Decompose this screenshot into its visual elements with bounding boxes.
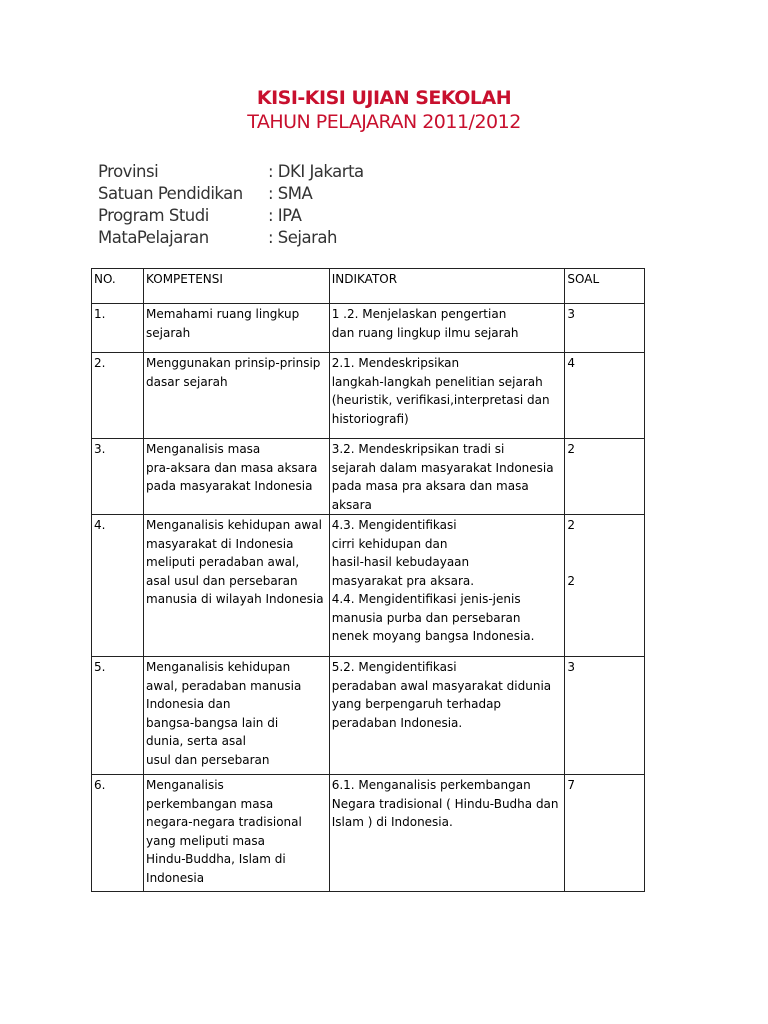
- document-subtitle: TAHUN PELAJARAN 2011/2012: [247, 111, 521, 133]
- info-value: : SMA: [268, 184, 313, 203]
- table-header-row: [92, 269, 645, 304]
- info-value: : DKI Jakarta: [268, 162, 364, 181]
- cell-no: 3.: [92, 439, 144, 515]
- header-no: NO.: [92, 269, 144, 304]
- cell-kompetensi: Menggunakan prinsip-prinsip dasar sejarah: [144, 353, 330, 439]
- table-row: [92, 439, 645, 515]
- cell-no: 4.: [92, 515, 144, 657]
- cell-no: 1.: [92, 304, 144, 353]
- info-block: [98, 161, 364, 249]
- cell-soal: 2 2: [565, 515, 645, 657]
- cell-indikator: 1 .2. Menjelaskan pengertian dan ruang lingkup ilmu sejarah: [329, 304, 565, 353]
- cell-kompetensi: Menganalisis perkembangan masa negara-negara tradisional yang meliputi masa Hindu-Buddha, Islam di Indonesia: [144, 775, 330, 892]
- info-label: MataPelajaran: [98, 228, 209, 247]
- cell-soal: 3: [565, 304, 645, 353]
- table-row: [92, 657, 645, 775]
- header-indikator: INDIKATOR: [329, 269, 565, 304]
- table-row: [92, 353, 645, 439]
- info-row-mata-pelajaran: [98, 227, 364, 249]
- info-label: Provinsi: [98, 162, 159, 181]
- header-soal: SOAL: [565, 269, 645, 304]
- table-row: [92, 515, 645, 657]
- cell-kompetensi: Menganalisis masa pra-aksara dan masa aksara pada masyarakat Indonesia: [144, 439, 330, 515]
- info-row-provinsi: [98, 161, 364, 183]
- cell-indikator: 3.2. Mendeskripsikan tradi si sejarah dalam masyarakat Indonesia pada masa pra aksara dan masa aksara: [329, 439, 565, 515]
- kisi-kisi-table: [91, 268, 645, 892]
- info-row-satuan-pendidikan: [98, 183, 364, 205]
- info-row-program-studi: [98, 205, 364, 227]
- cell-indikator: 5.2. Mengidentifikasi peradaban awal masyarakat didunia yang berpengaruh terhadap peradaban Indonesia.: [329, 657, 565, 775]
- document-title: KISI-KISI UJIAN SEKOLAH: [256, 87, 512, 109]
- cell-kompetensi: Menganalisis kehidupan awal, peradaban manusia Indonesia dan bangsa-bangsa lain di dunia, serta asal usul dan persebaran: [144, 657, 330, 775]
- cell-indikator: 6.1. Menganalisis perkembangan Negara tradisional ( Hindu-Budha dan Islam ) di Indonesia.: [329, 775, 565, 892]
- header-kompetensi: KOMPETENSI: [144, 269, 330, 304]
- info-label: Satuan Pendidikan: [98, 184, 243, 203]
- cell-soal: 4: [565, 353, 645, 439]
- info-label: Program Studi: [98, 206, 209, 225]
- cell-soal: 3: [565, 657, 645, 775]
- cell-soal: 2: [565, 439, 645, 515]
- table-row: [92, 304, 645, 353]
- cell-indikator: 2.1. Mendeskripsikan langkah-langkah penelitian sejarah (heuristik, verifikasi,interpretasi dan historiografi): [329, 353, 565, 439]
- cell-kompetensi: Menganalisis kehidupan awal masyarakat di Indonesia meliputi peradaban awal, asal usul dan persebaran manusia di wilayah Indonesia: [144, 515, 330, 657]
- cell-indikator: 4.3. Mengidentifikasi cirri kehidupan dan hasil-hasil kebudayaan masyarakat pra aksara. 4.4. Mengidentifikasi jenis-jenis manusia purba dan persebaran nenek moyang bangsa Indonesia.: [329, 515, 565, 657]
- info-value: : Sejarah: [268, 228, 337, 247]
- cell-no: 2.: [92, 353, 144, 439]
- table-row: [92, 775, 645, 892]
- info-value: : IPA: [268, 206, 302, 225]
- cell-no: 6.: [92, 775, 144, 892]
- document-header: [0, 86, 768, 134]
- cell-soal: 7: [565, 775, 645, 892]
- cell-kompetensi: Memahami ruang lingkup sejarah: [144, 304, 330, 353]
- cell-no: 5.: [92, 657, 144, 775]
